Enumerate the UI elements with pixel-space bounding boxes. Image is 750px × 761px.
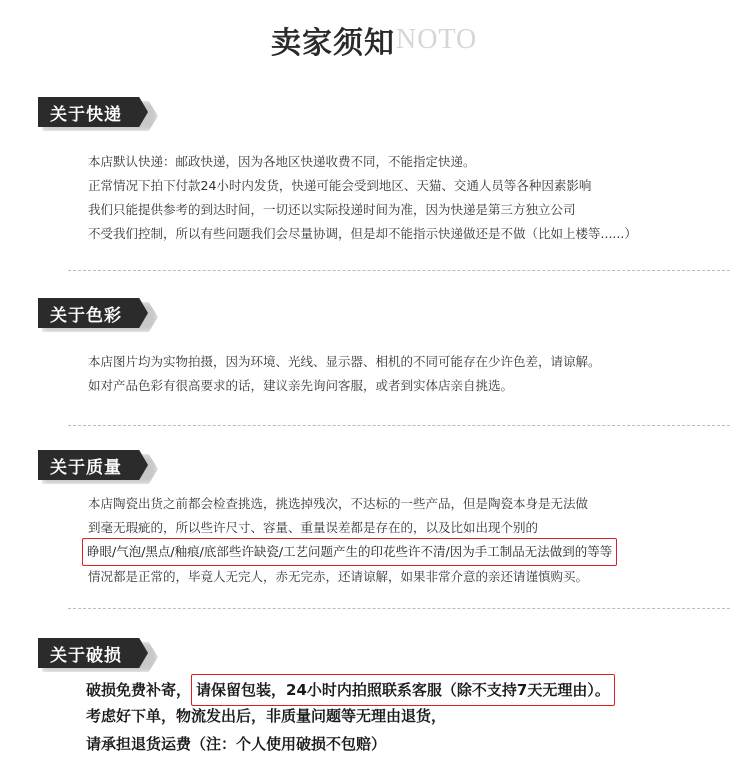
header: [0, 14, 750, 64]
text-line: [86, 674, 615, 702]
divider: [68, 425, 730, 426]
quality-paragraph: [88, 492, 588, 540]
section-tag-label: 关于快递: [50, 105, 122, 125]
divider: [68, 608, 730, 609]
section-tag-damage: [38, 636, 160, 670]
section-tag-label: 关于色彩: [50, 306, 122, 326]
section-tag-label: 关于破损: [50, 646, 122, 666]
color-paragraph: [88, 350, 601, 398]
shipping-paragraph: [88, 150, 637, 246]
text-line: 本店陶瓷出货之前都会检查挑选，挑选掉残次，不达标的一些产品，但是陶瓷本身是无法做: [88, 496, 589, 511]
divider: [68, 270, 730, 271]
text-line: 情况都是正常的，毕竟人无完人，赤无完赤，还请谅解，如果非常介意的亲还请谨慎购买。: [88, 569, 589, 584]
text-line: 我们只能提供参考的到达时间，一切还以实际投递时间为准，因为快递是第三方独立公司: [88, 202, 576, 217]
quality-highlight-line: [82, 538, 617, 562]
text-line: 本店默认快递：邮政快递，因为各地区快递收费不同，不能指定快递。: [88, 154, 476, 169]
damage-prefix: 破损免费补寄，: [86, 681, 192, 699]
text-line: 请承担退货运费（注：个人使用破损不包赔）: [86, 735, 387, 753]
text-line: 如对产品色彩有很高要求的话，建议亲先询问客服，或者到实体店亲自挑选。: [88, 378, 514, 393]
page-subtitle-watermark: NOTO: [396, 24, 478, 55]
section-tag-color: [38, 296, 160, 330]
damage-paragraph: [86, 674, 615, 758]
highlight-box: 睁眼/气泡/黑点/釉痕/底部些许缺瓷/工艺问题产生的印花些许不清/因为手工制品无法做到的等等: [82, 538, 617, 566]
section-tag-shipping: [38, 95, 160, 129]
text-line: 到毫无瑕疵的，所以些许尺寸、容量、重量误差都是存在的，以及比如出现个别的: [88, 520, 539, 535]
highlight-box: 请保留包装，24小时内拍照联系客服（除不支持7天无理由）。: [191, 674, 615, 706]
text-line: 正常情况下拍下付款24小时内发货，快递可能会受到地区、天猫、交通人员等各种因素影响: [88, 178, 592, 193]
quality-paragraph-end: [88, 565, 588, 589]
text-line: 本店图片均为实物拍摄，因为环境、光线、显示器、相机的不同可能存在少许色差，请谅解。: [88, 354, 601, 369]
text-line: 考虑好下单，物流发出后，非质量问题等无理由退货，: [86, 707, 447, 725]
section-tag-label: 关于质量: [50, 458, 122, 478]
section-tag-quality: [38, 448, 160, 482]
text-line: 不受我们控制，所以有些问题我们会尽量协调，但是却不能指示快递做还是不做（比如上楼等......）: [88, 226, 637, 241]
page-title: 卖家须知: [271, 26, 395, 61]
